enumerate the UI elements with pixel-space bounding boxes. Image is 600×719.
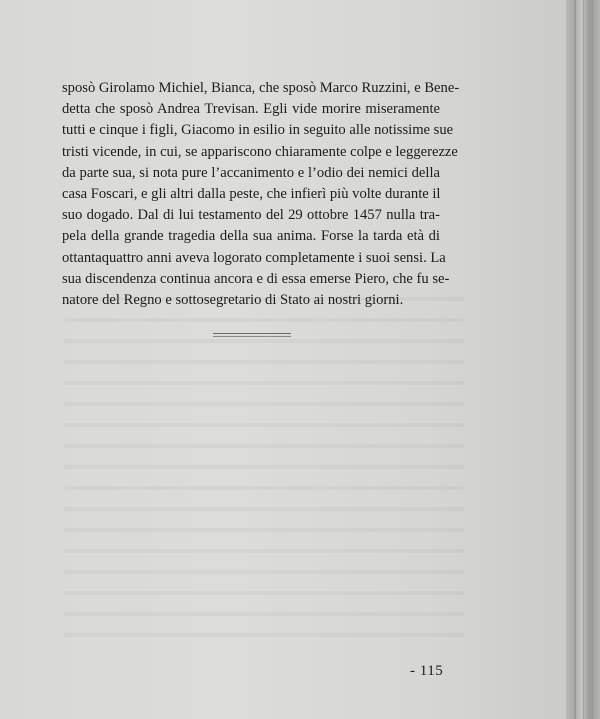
page-edge-line bbox=[583, 0, 584, 719]
section-divider bbox=[213, 333, 291, 338]
text-line: da parte sua, si nota pure l’accanimento e l’odio dei nemici della bbox=[62, 164, 440, 181]
text-line: casa Foscari, e gli altri dalla peste, che infierì più volte durante il bbox=[62, 186, 441, 203]
divider-rule bbox=[213, 333, 291, 334]
text-line: tristi vicende, in cui, se appariscono chiaramente colpe e leggerezze bbox=[62, 143, 458, 160]
text-line: suo dogado. Dal di lui testamento del 29 ottobre 1457 nulla tra- bbox=[62, 207, 440, 224]
text-line: ottantaquattro anni aveva logorato completamente i suoi sensi. La bbox=[62, 249, 446, 266]
show-through-texture bbox=[64, 285, 464, 645]
page-number: - 115 bbox=[410, 663, 444, 679]
divider-rule bbox=[213, 336, 291, 337]
text-line: sposò Girolamo Michiel, Bianca, che sposò Marco Ruzzini, e Bene- bbox=[62, 80, 460, 96]
text-line: sua discendenza continua ancora e di essa emerse Piero, che fu se- bbox=[62, 270, 450, 287]
page-edge-line bbox=[592, 0, 593, 719]
text-line: natore del Regno e sottosegretario di Stato ai nostri giorni. bbox=[62, 292, 404, 309]
body-paragraph bbox=[62, 78, 460, 311]
text-line: pela della grande tragedia della sua anima. Forse la tarda età di bbox=[62, 228, 440, 245]
text-line: tutti e cinque i figli, Giacomo in esilio in seguito alle notissime sue bbox=[62, 122, 454, 139]
text-line: detta che sposò Andrea Trevisan. Egli vide morire miseramente bbox=[62, 101, 440, 118]
page-edge-line bbox=[574, 0, 576, 719]
